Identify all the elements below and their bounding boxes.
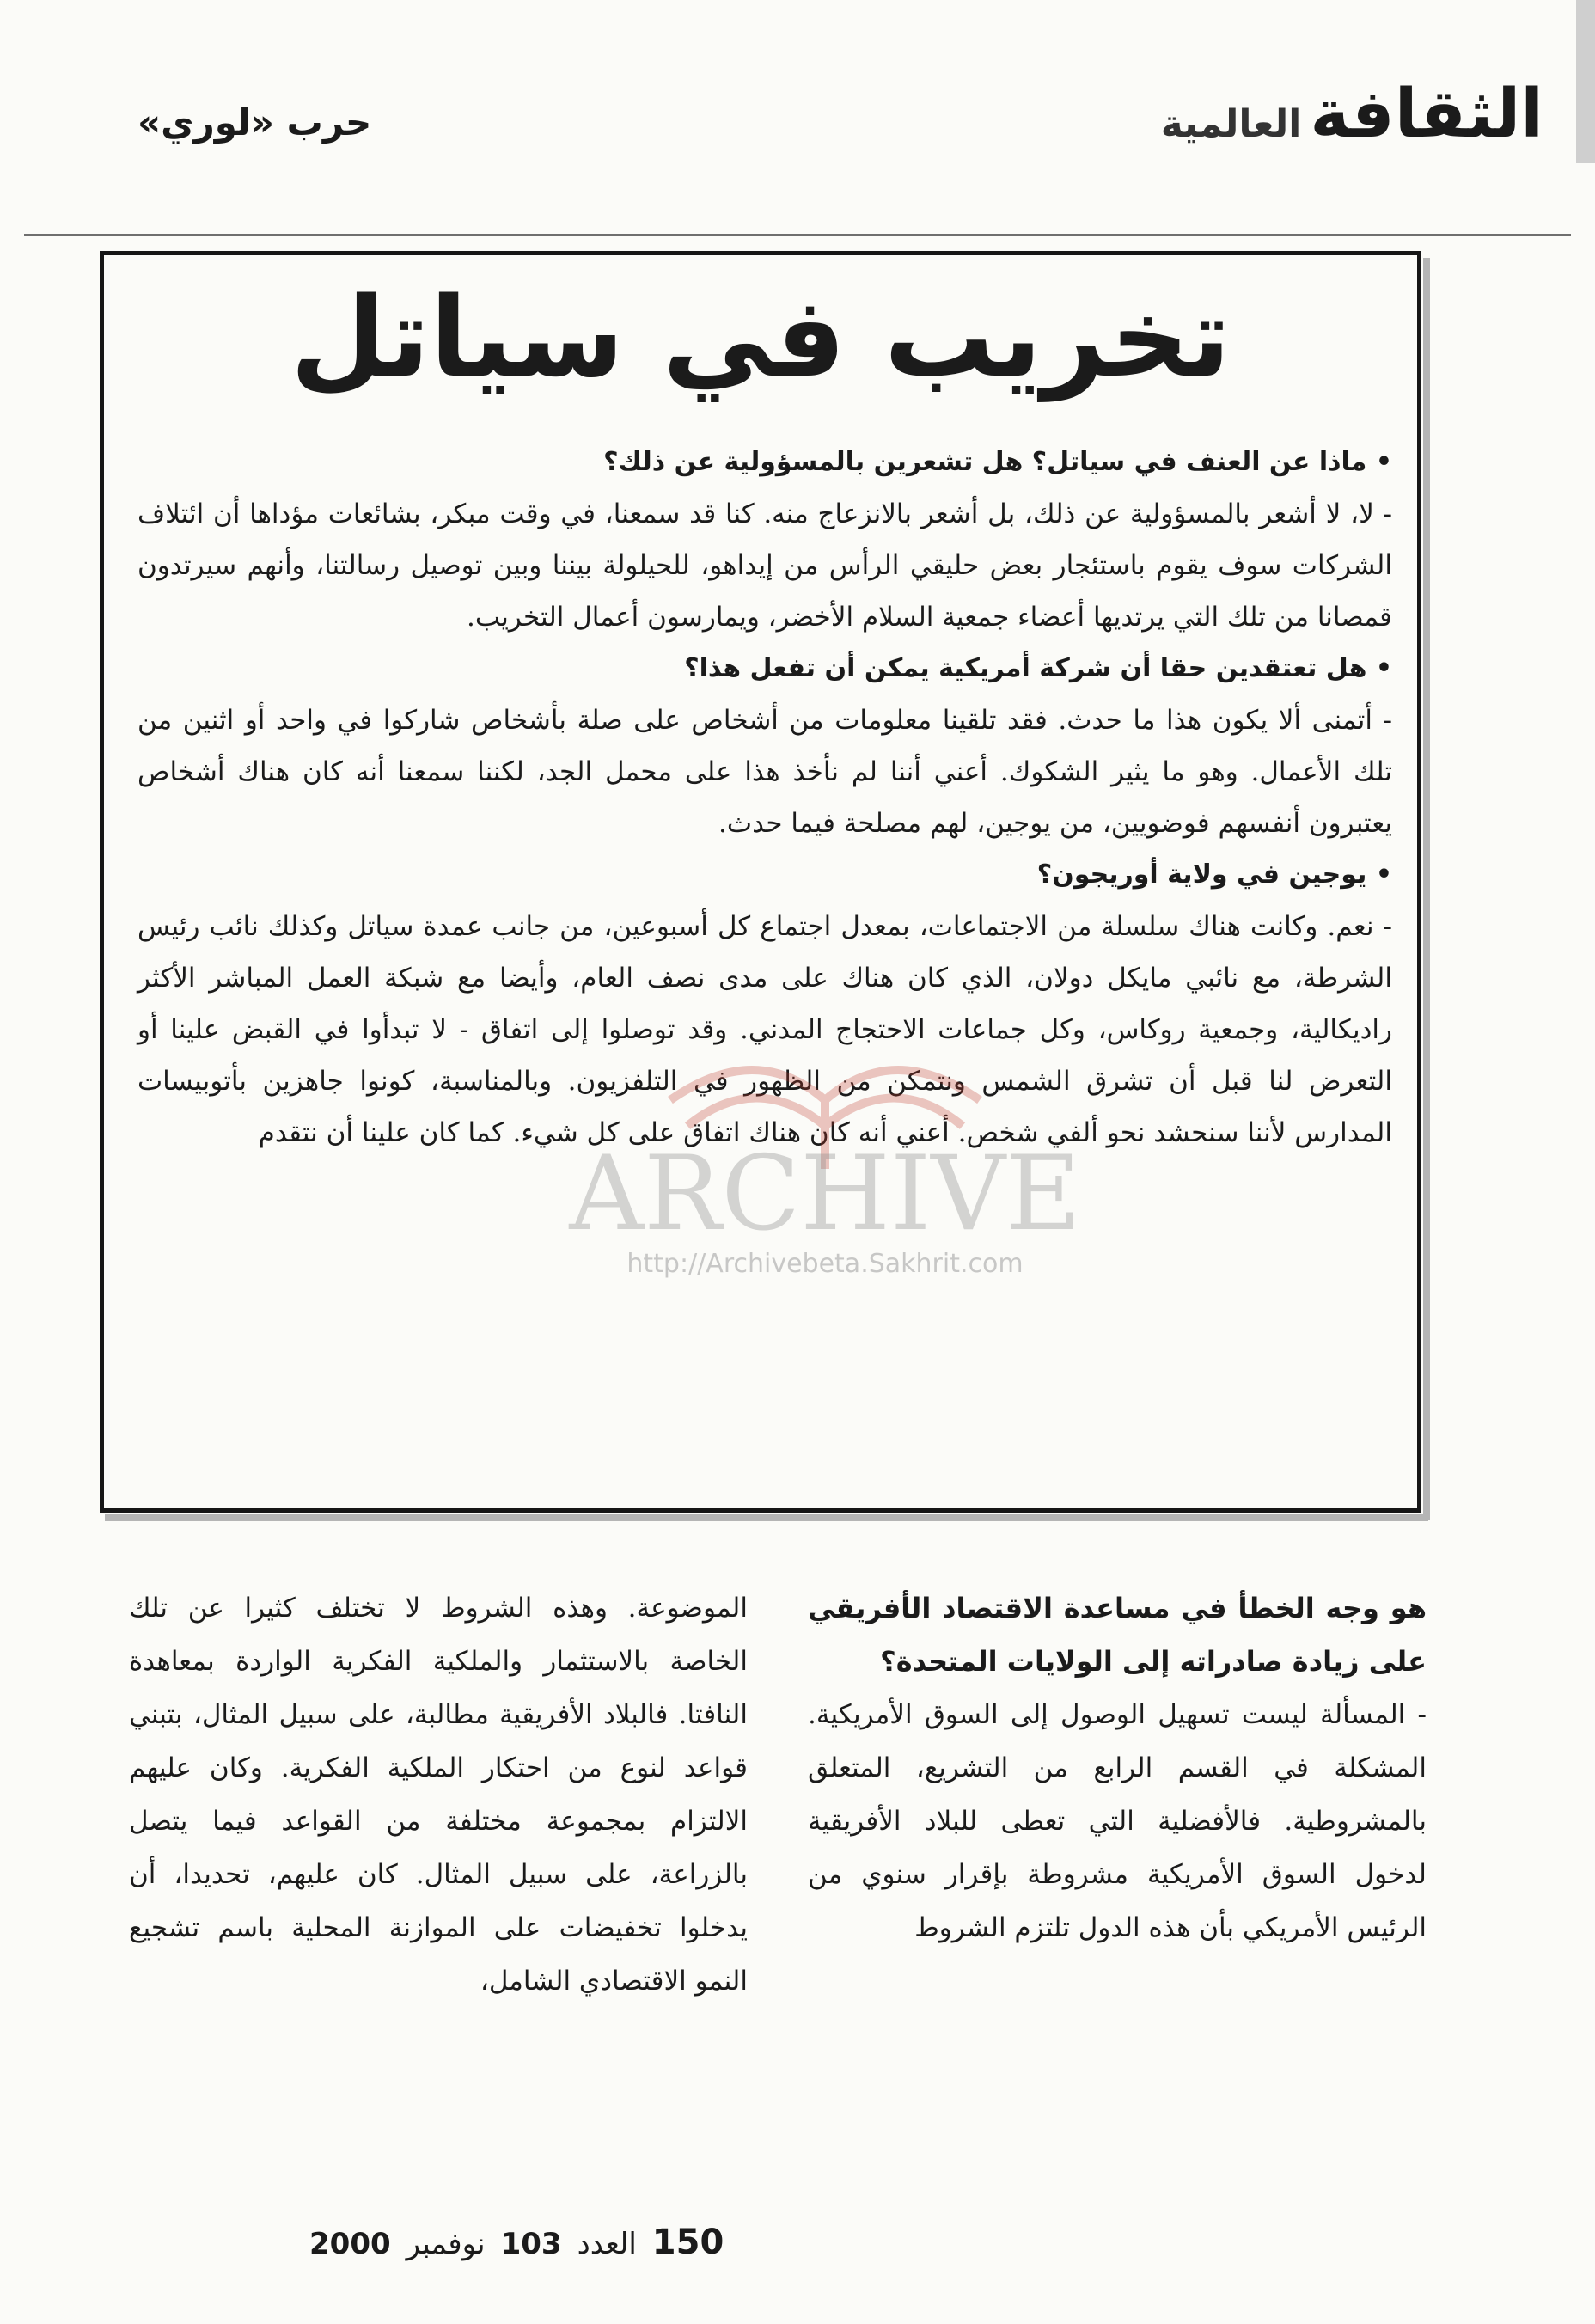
masthead: [1161, 76, 1543, 153]
column-right-answer: - المسألة ليست تسهيل الوصول إلى السوق الأمريكية. المشكلة في القسم الرابع من التشريع، المتعلق بالمشروطية. فالأفضلية التي تعطى للبلاد الأفريقية لدخول السوق الأمريكية مشروطة بإقرار سنوي من الرئيس الأمريكي بأن هذه الدول تلتزم الشروط: [808, 1699, 1427, 1943]
page-number: 150: [651, 2223, 724, 2262]
column-left-text: الموضوعة. وهذه الشروط لا تختلف كثيرا عن تلك الخاصة بالاستثمار والملكية الفكرية الواردة بمعاهدة النافتا. فالبلاد الأفريقية مطالبة، على سبيل المثال، بتبني قواعد لنوع من احتكار الملكية الفكرية. وكان عليهم الالتزام بمجموعة مختلفة من القواعد فيما يتصل بالزراعة، على سبيل المثال. كان عليهم، تحديدا، أن يدخلوا تخفيضات على الموازنة المحلية باسم تشجيع النمو الاقتصادي الشامل،: [129, 1593, 748, 1997]
column-left: [129, 1581, 748, 2008]
watermark-brand: ARCHIVE: [569, 1134, 1081, 1254]
question-2: • هل تعتقدين حقا أن شركة أمريكية يمكن أن تفعل هذا؟: [684, 653, 1392, 683]
issue-number: 103: [500, 2227, 562, 2261]
magazine-title: الثقافة: [1310, 76, 1543, 153]
answer-3: - نعم. وكانت هناك سلسلة من الاجتماعات، بمعدل اجتماع كل أسبوعين، من جانب عمدة سياتل وكذلك نائب رئيس الشرطة، مع نائبي مايكل دولان، الذي كان هناك على مدى نصف العام، وأيضا مع شبكة العمل المباشر الأكثر راديكالية، وجمعية روكاس، وكل جماعات الاحتجاج المدني. وقد توصلوا إلى اتفاق - لا تبدأوا في القبض علينا أو التعرض لنا قبل أن تشرق الشمس ونتمكن من الظهور في التلفزيون. وبالمناسبة، كونوا جاهزين بأتوبيسات المدارس لأننا سنحشد نحو ألفي شخص. أعني أنه كان هناك اتفاق على كل شيء. كما كان علينا أن نتقدم: [138, 911, 1392, 1148]
column-right: [808, 1581, 1427, 1954]
question-1: • ماذا عن العنف في سياتل؟ هل تشعرين بالمسؤولية عن ذلك؟: [603, 447, 1392, 477]
answer-2: - أتمنى ألا يكون هذا ما حدث. فقد تلقينا معلومات من أشخاص على صلة بأشخاص شاركوا في واحد أو اثنين من تلك الأعمال. وهو ما يثير الشكوك. أعني أننا لم نأخذ هذا على محمل الجد، لكننا سمعنا أنه كان هناك أشخاص يعتبرون أنفسهم فوضويين، من يوجين، لهم مصلحة فيما حدث.: [138, 705, 1392, 839]
magazine-subtitle: العالمية: [1160, 102, 1302, 146]
box-shadow-right: [1423, 258, 1430, 1520]
header-rule: [24, 234, 1571, 236]
answer-1: - لا، لا أشعر بالمسؤولية عن ذلك، بل أشعر بالانزعاج منه. كنا قد سمعنا، في وقت مبكر، بشائعات مؤداها أن ائتلاف الشركات سوف يقوم باستئجار بعض حليقي الرأس من إيداهو، للحيلولة بيننا وبين توصيل رسالتنا، وأنهم سيرتدون قمصانا من تلك التي يرتديها أعضاء جمعية السلام الأخضر، ويمارسون أعمال التخريب.: [138, 498, 1392, 633]
page-edge-strip: [1576, 0, 1595, 163]
question-3: • يوجين في ولاية أوريجون؟: [1036, 859, 1392, 890]
issue-label: العدد: [577, 2227, 637, 2261]
watermark-url: http://Archivebeta.Sakhrit.com: [626, 1249, 1024, 1279]
article-title: تخريب في سياتل: [290, 274, 1231, 402]
issue-month: نوفمبر: [406, 2227, 486, 2261]
section-label: حرب «لوري»: [138, 101, 372, 144]
column-right-question: هو وجه الخطأ في مساعدة الاقتصاد الأفريقي على زيادة صادراته إلى الولايات المتحدة؟: [808, 1592, 1427, 1678]
interview-text: [138, 437, 1392, 1159]
issue-year: 2000: [309, 2227, 391, 2261]
box-shadow-bottom: [105, 1514, 1428, 1521]
page-footer: [309, 2223, 724, 2262]
